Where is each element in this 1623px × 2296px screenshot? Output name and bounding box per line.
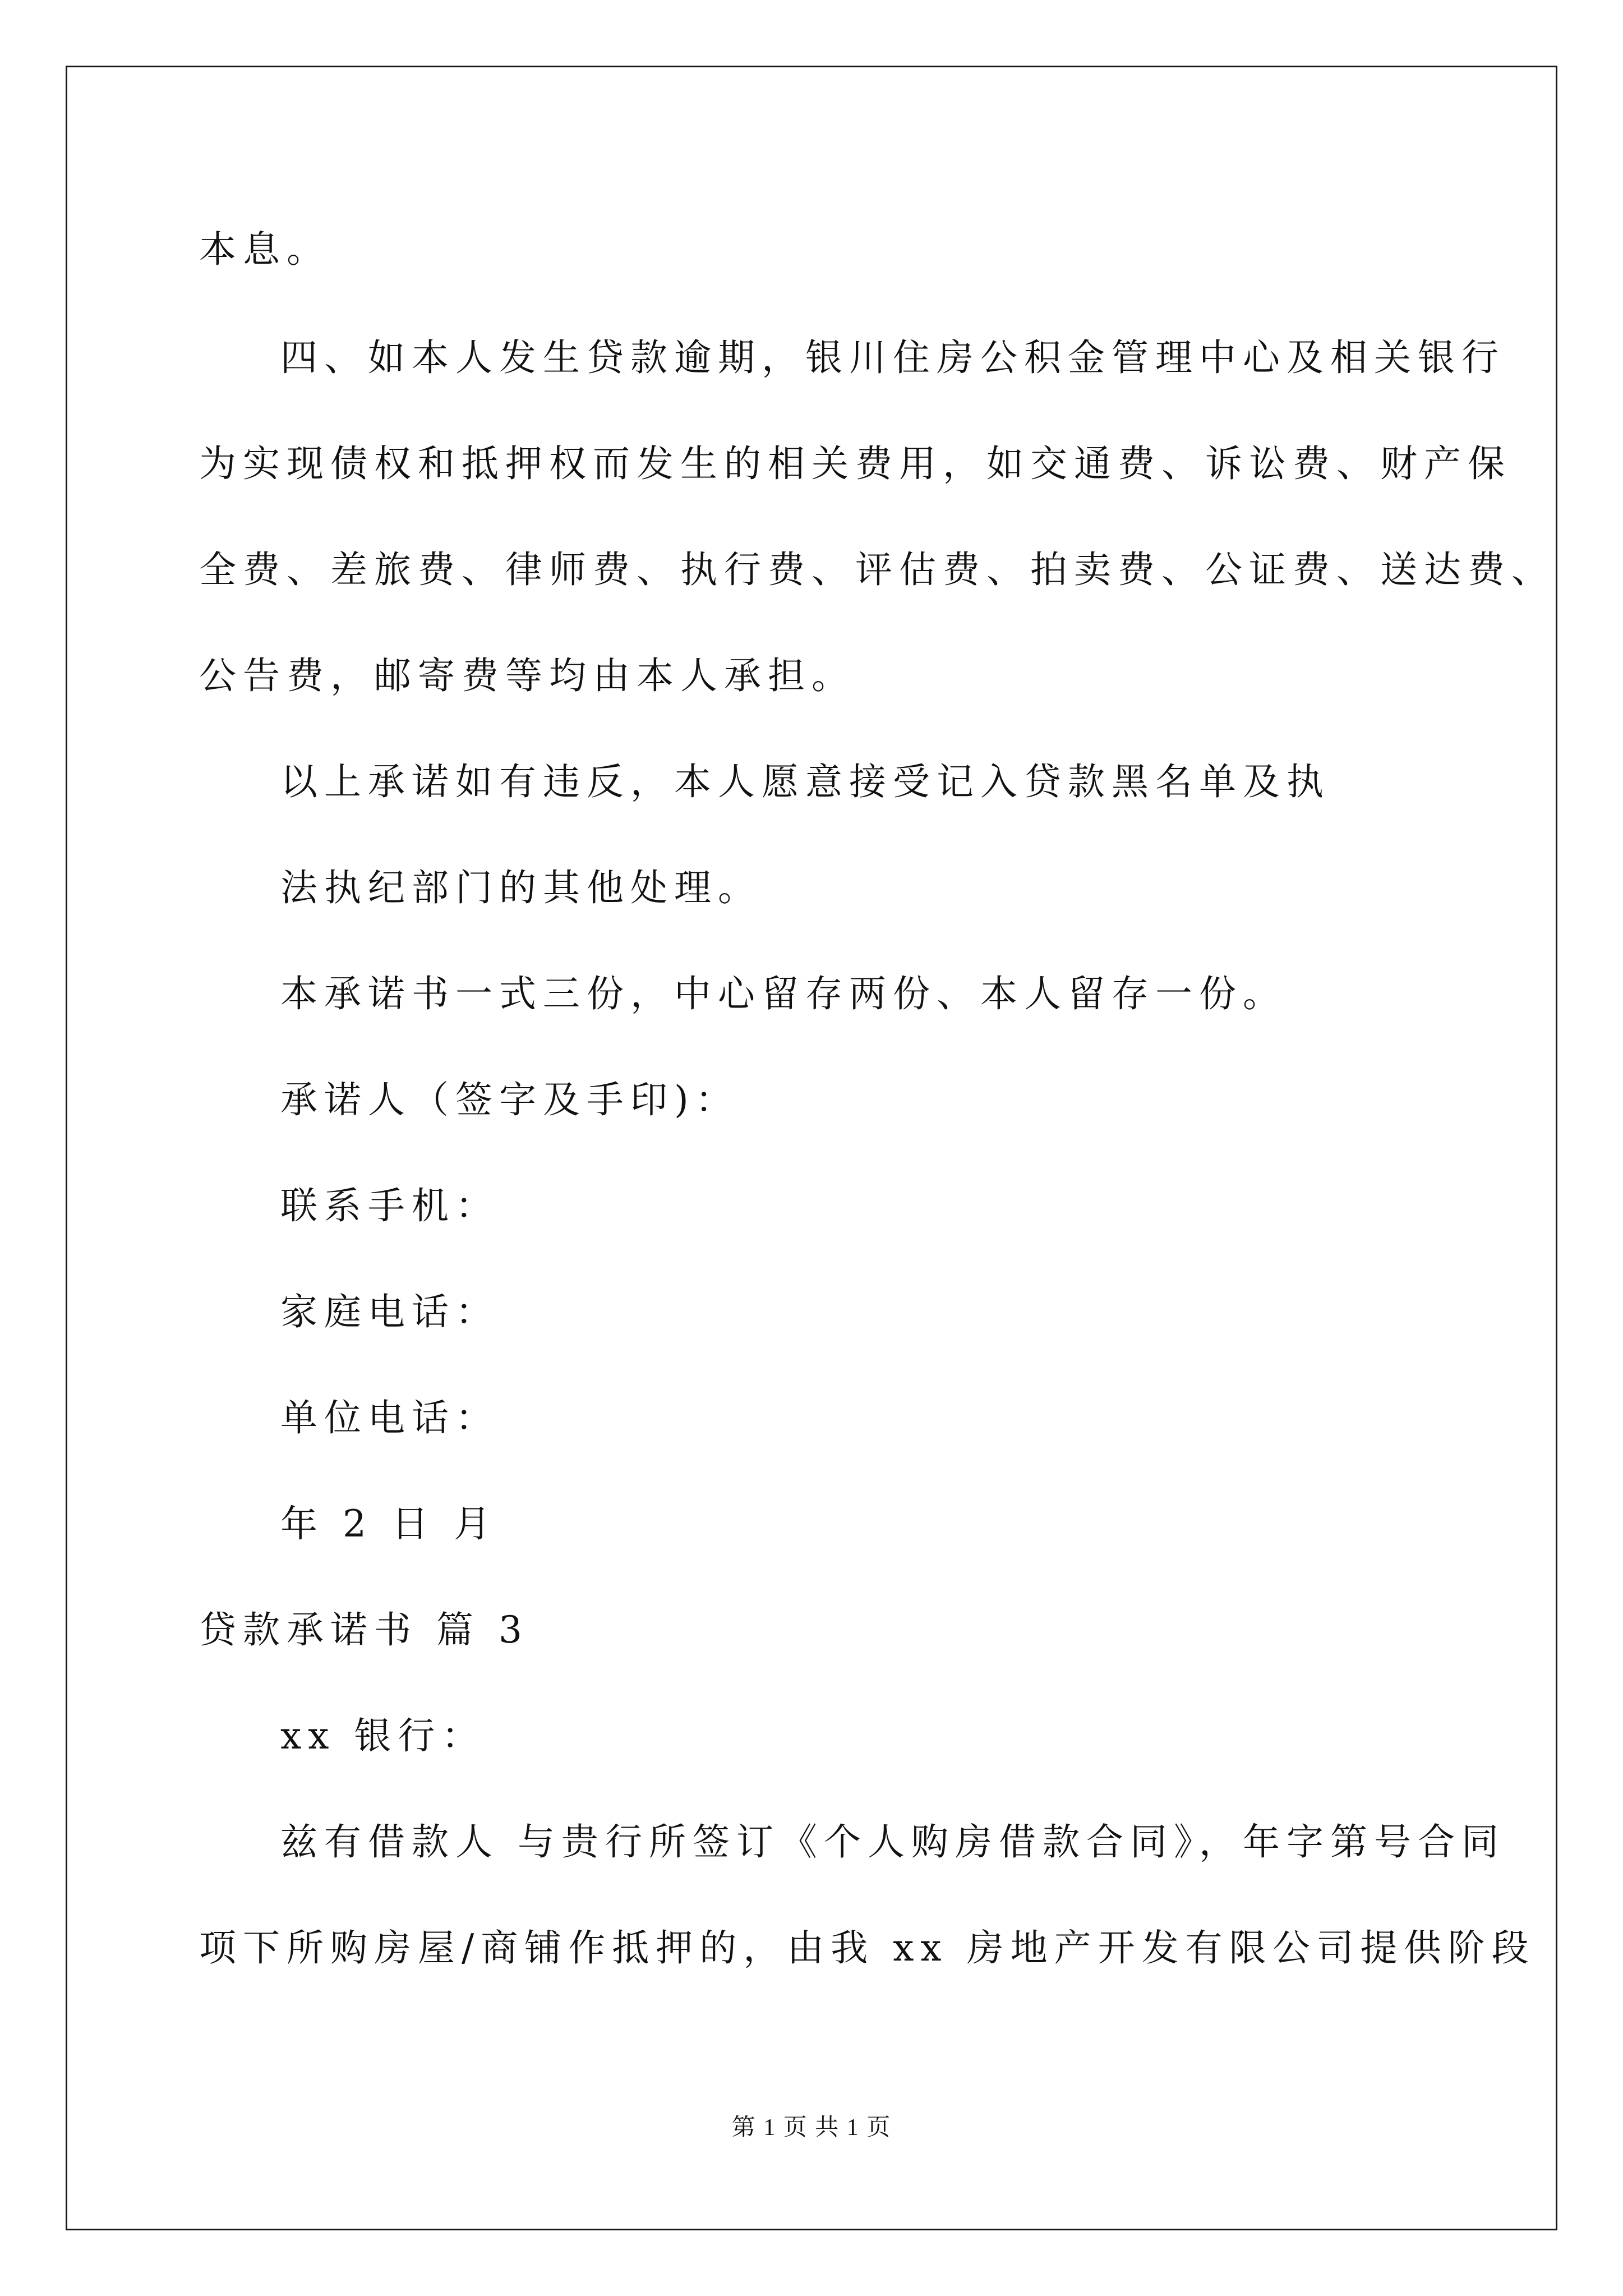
paragraph-line: 四、如本人发生贷款逾期，银川住房公积金管理中心及相关银行 (280, 336, 1505, 379)
page-number-footer: 第 1 页 共 1 页 (731, 2115, 892, 2141)
date-line: 年 2 日 月 (280, 1502, 497, 1545)
paragraph-line: 本息。 (199, 228, 330, 271)
paragraph-line: 全费、差旅费、律师费、执行费、评估费、拍卖费、公证费、送达费、 (199, 548, 1555, 591)
paragraph-line: 项下所购房屋/商铺作抵押的，由我 xx 房地产开发有限公司提供阶段 (199, 1926, 1536, 1970)
paragraph-line: 兹有借款人 与贵行所签订《个人购房借款合同》，年字第号合同 (280, 1820, 1505, 1864)
mobile-phone-label: 联系手机： (280, 1184, 499, 1227)
addressee-line: xx 银行： (280, 1714, 486, 1757)
paragraph-line: 法执纪部门的其他处理。 (280, 866, 762, 909)
signature-label: 承诺人（签字及手印)： (280, 1078, 739, 1121)
paragraph-line: 以上承诺如有违反，本人愿意接受记入贷款黑名单及执 (280, 760, 1330, 803)
paragraph-line: 公告费，邮寄费等均由本人承担。 (199, 654, 855, 697)
home-phone-label: 家庭电话： (280, 1290, 499, 1333)
work-phone-label: 单位电话： (280, 1396, 499, 1439)
paragraph-line: 本承诺书一式三份，中心留存两份、本人留存一份。 (280, 972, 1287, 1015)
page-border (66, 66, 1557, 2230)
paragraph-line: 为实现债权和抵押权而发生的相关费用，如交通费、诉讼费、财产保 (199, 442, 1511, 485)
section-heading: 贷款承诺书 篇 3 (199, 1608, 529, 1651)
